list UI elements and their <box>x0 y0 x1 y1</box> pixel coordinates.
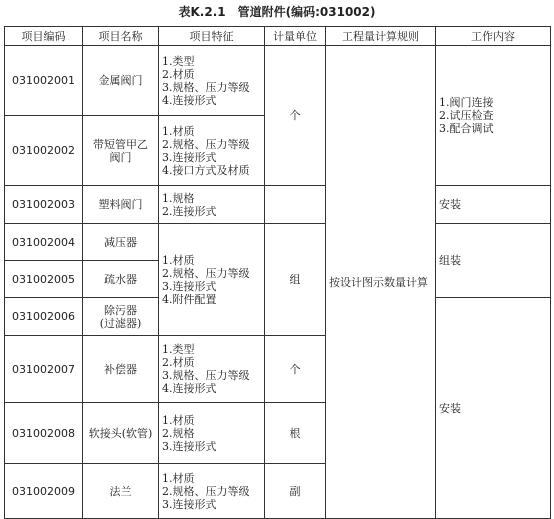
item-unit: 根 <box>265 403 326 464</box>
item-features: 1.材质 2.规格、压力等级 3.连接形式 4.附件配置 <box>159 224 265 336</box>
calc-rule: 按设计图示数量计算 <box>326 46 436 519</box>
item-name: 除污器 (过滤器) <box>83 298 159 336</box>
work-content: 安装 <box>436 298 551 519</box>
item-code: 031002006 <box>5 298 83 336</box>
header-code: 项目编码 <box>5 27 83 46</box>
item-features: 1.类型 2.材质 3.规格、压力等级 4.连接形式 <box>159 336 265 403</box>
work-content: 1.阀门连接 2.试压检查 3.配合调试 <box>436 46 551 186</box>
header-rule: 工程量计算规则 <box>326 27 436 46</box>
item-features: 1.材质 2.规格 3.连接形式 <box>159 403 265 464</box>
table-row <box>5 46 551 116</box>
item-unit <box>265 186 326 224</box>
item-name: 塑料阀门 <box>83 186 159 224</box>
item-code: 031002007 <box>5 336 83 403</box>
pipe-fittings-table <box>4 26 551 519</box>
item-unit: 个 <box>265 336 326 403</box>
item-name: 法兰 <box>83 464 159 519</box>
header-name: 项目名称 <box>83 27 159 46</box>
table-row <box>5 224 551 261</box>
item-features: 1.规格 2.连接形式 <box>159 186 265 224</box>
item-name: 金属阀门 <box>83 46 159 116</box>
item-name: 疏水器 <box>83 261 159 298</box>
item-code: 031002002 <box>5 116 83 186</box>
header-features: 项目特征 <box>159 27 265 46</box>
header-row <box>5 27 551 46</box>
item-code: 031002008 <box>5 403 83 464</box>
item-features: 1.类型 2.材质 3.规格、压力等级 4.连接形式 <box>159 46 265 116</box>
header-unit: 计量单位 <box>265 27 326 46</box>
table-row <box>5 186 551 224</box>
item-name: 软接头(软管) <box>83 403 159 464</box>
item-unit: 个 <box>265 46 326 186</box>
item-name: 带短管甲乙 阀门 <box>83 116 159 186</box>
item-unit: 副 <box>265 464 326 519</box>
item-code: 031002003 <box>5 186 83 224</box>
table-title: 表K.2.1 管道附件(编码:031002) <box>178 5 376 19</box>
item-name: 补偿器 <box>83 336 159 403</box>
item-code: 031002009 <box>5 464 83 519</box>
item-code: 031002005 <box>5 261 83 298</box>
item-unit: 组 <box>265 224 326 336</box>
item-features: 1.材质 2.规格、压力等级 3.连接形式 <box>159 464 265 519</box>
item-code: 031002001 <box>5 46 83 116</box>
header-work: 工作内容 <box>436 27 551 46</box>
item-features: 1.材质 2.规格、压力等级 3.连接形式 4.接口方式及材质 <box>159 116 265 186</box>
work-content: 组装 <box>436 224 551 298</box>
work-content: 安装 <box>436 186 551 224</box>
item-name: 减压器 <box>83 224 159 261</box>
item-code: 031002004 <box>5 224 83 261</box>
